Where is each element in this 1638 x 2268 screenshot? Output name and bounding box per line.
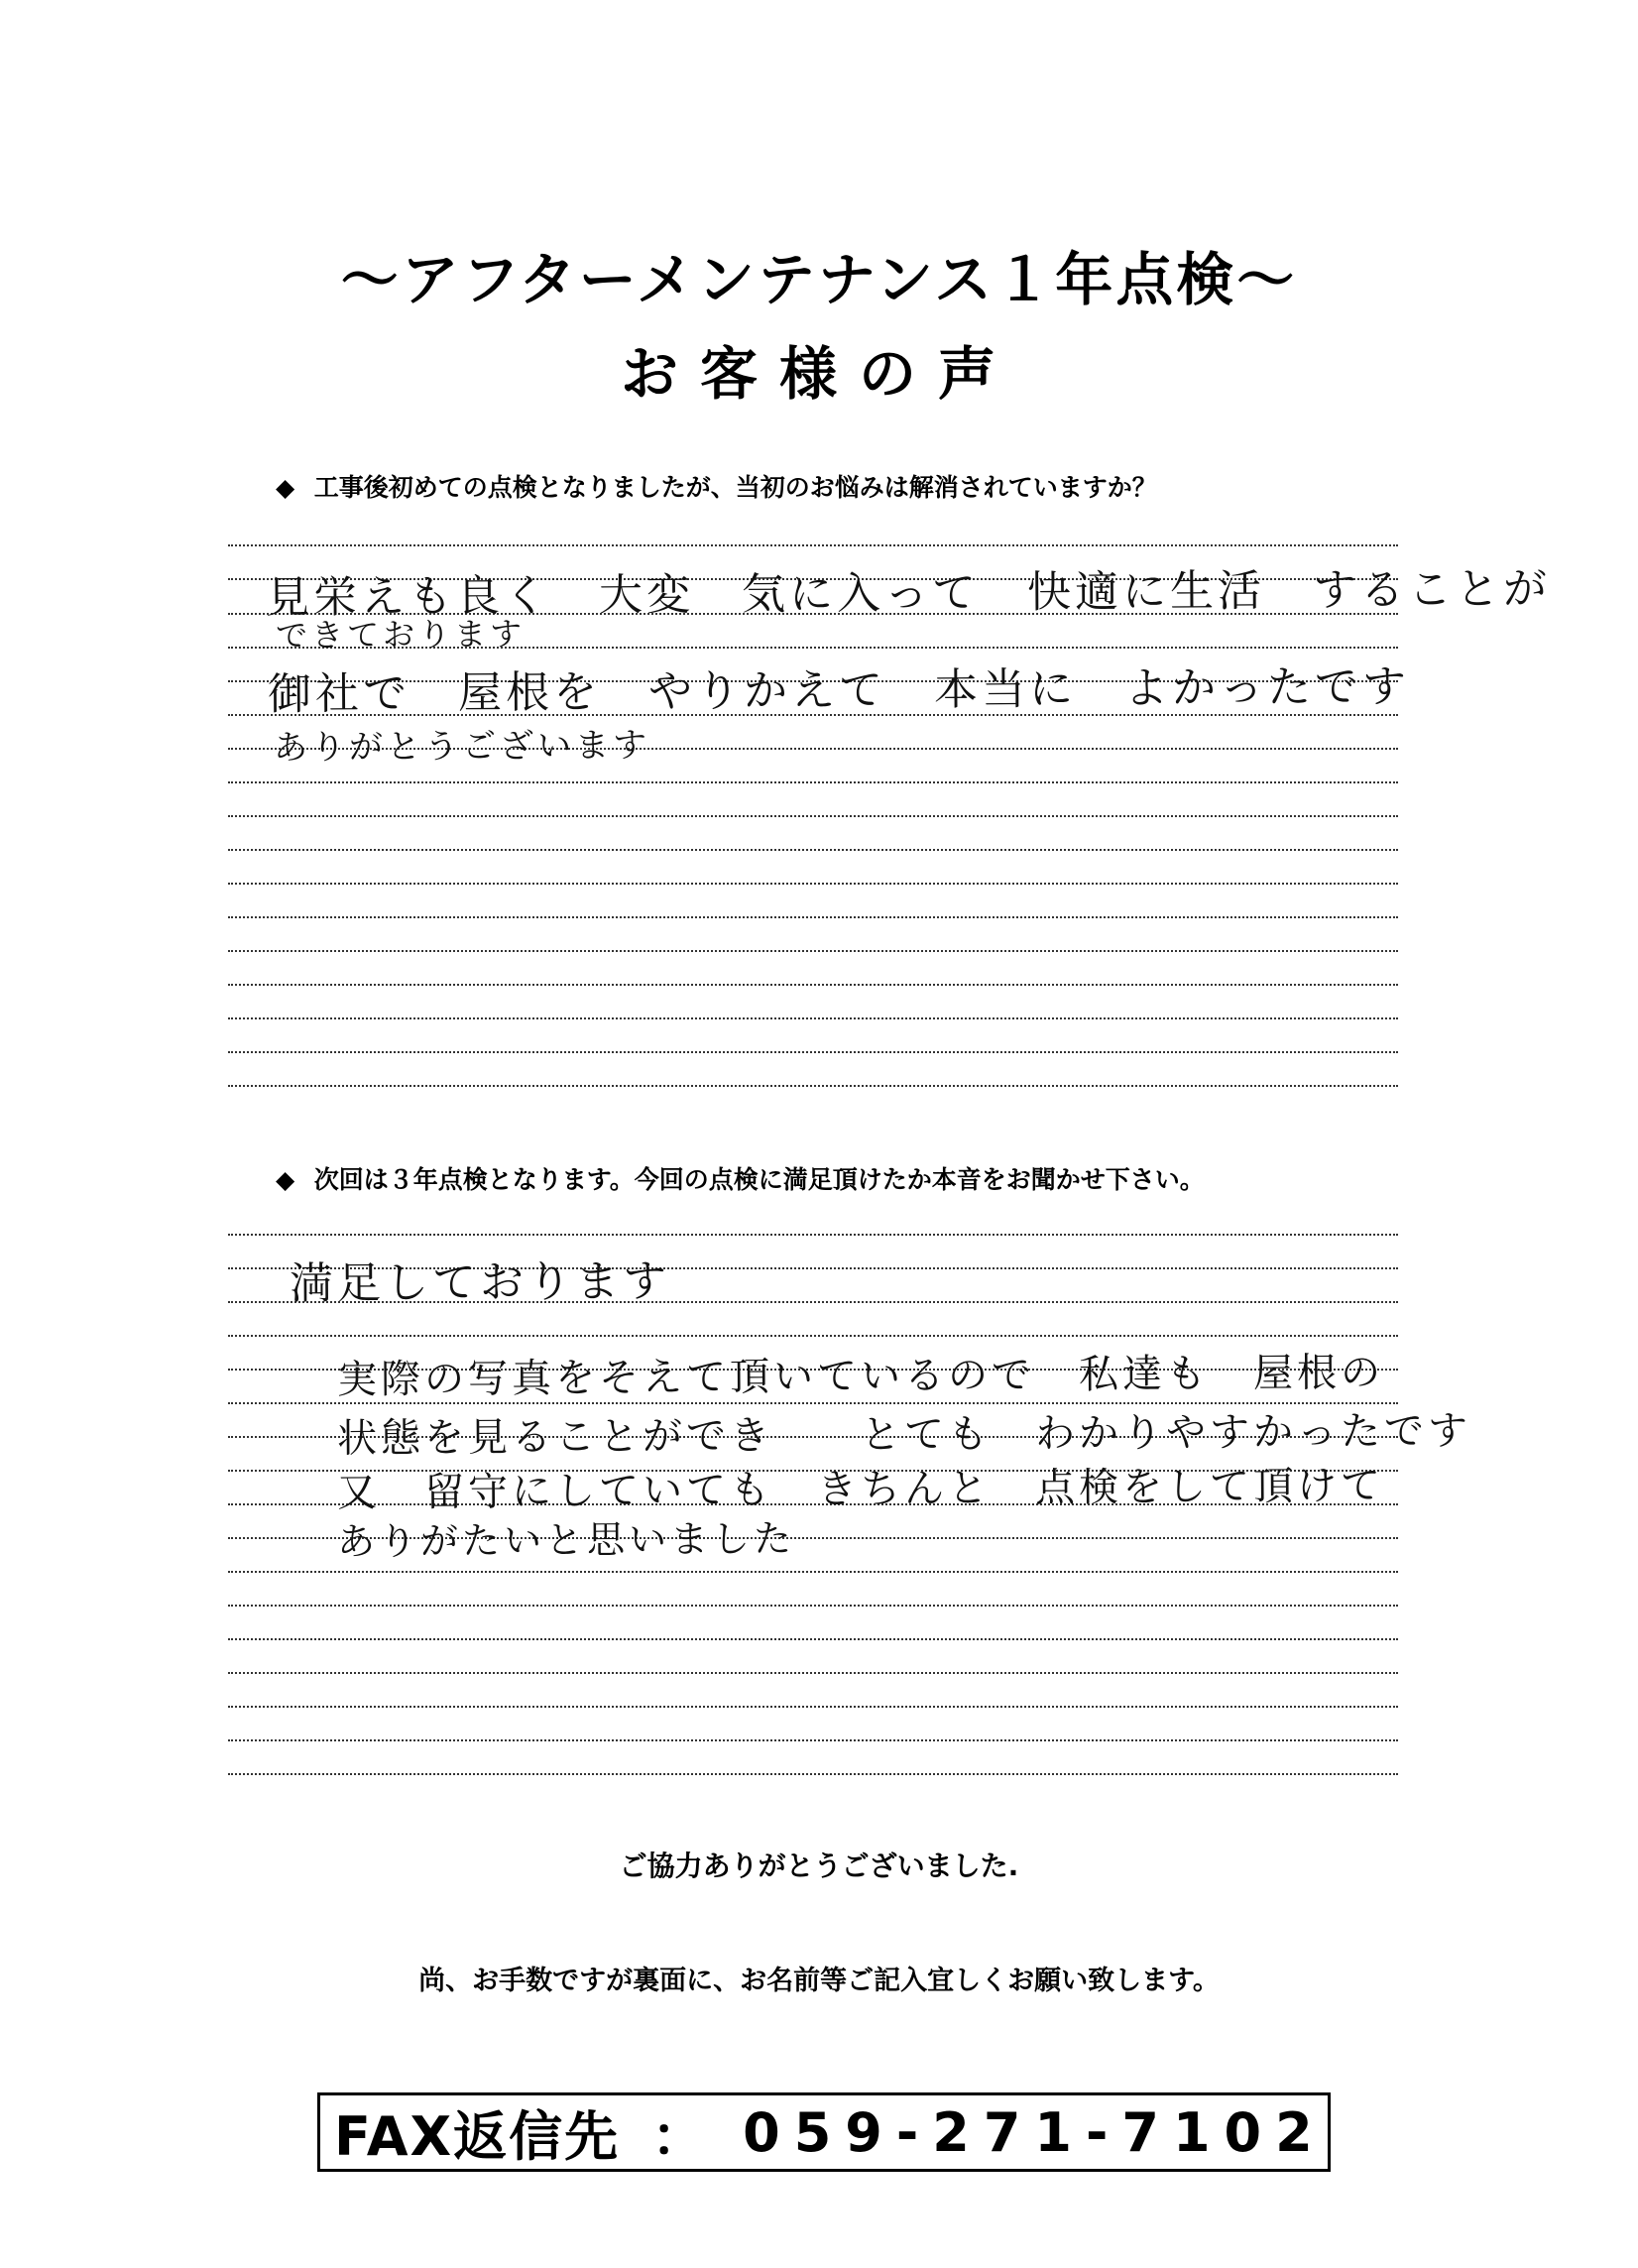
- ruled-line: [228, 1051, 1398, 1053]
- answer-2-line: 状態を見ることができ とても わかりやすかったです: [336, 1408, 1472, 1462]
- question-2: [276, 1160, 1205, 1196]
- ruled-line: [228, 1017, 1398, 1019]
- diamond-bullet-icon: ◆: [276, 473, 295, 502]
- page-subtitle: お客様の声: [620, 340, 1017, 408]
- ruled-line: [228, 1571, 1398, 1573]
- answer-2-line: ありがたいと思いました: [336, 1516, 796, 1564]
- ruled-line: [228, 984, 1398, 986]
- answer-2-line: 満足しております: [289, 1255, 671, 1310]
- ruled-line: [228, 1773, 1398, 1775]
- ruled-line: [228, 1605, 1398, 1607]
- answer-1-line: できております: [275, 615, 526, 655]
- question-1: [276, 468, 1157, 504]
- fax-label: FAX返信先: [334, 2104, 621, 2168]
- ruled-line: [228, 1085, 1398, 1087]
- fax-number: 059-271-7102: [743, 2100, 1327, 2164]
- question-2-text: 次回は３年点検となります。今回の点検に満足頂けたか本音をお聞かせ下さい。: [313, 1165, 1205, 1194]
- question-1-text: 工事後初めての点検となりましたが、当初のお悩みは解消されていますか？: [313, 473, 1157, 502]
- thanks-message: ご協力ありがとうございました.: [619, 1850, 1019, 1882]
- page-title: 〜アフターメンテナンス１年点検〜: [340, 246, 1298, 313]
- answer-1-line: 見栄えも良く 大変 気に入って 快適に生活 することが: [265, 563, 1552, 624]
- fax-separator: ：: [651, 2104, 706, 2168]
- fax-reply-box: [317, 2092, 1331, 2172]
- ruled-line: [228, 544, 1398, 546]
- request-message: 尚、お手数ですが裏面に、お名前等ご記入宜しくお願い致します。: [418, 1966, 1220, 1996]
- ruled-line: [228, 815, 1398, 817]
- ruled-line: [228, 1638, 1398, 1640]
- ruled-line: [228, 950, 1398, 952]
- diamond-bullet-icon: ◆: [276, 1165, 295, 1194]
- ruled-line: [228, 781, 1398, 783]
- answer-1-line: 御社で 屋根を やりかえて 本当に よかったです: [267, 660, 1411, 721]
- answer-2-line: 又 留守にしていても きちんと 点検をして頂けて: [336, 1463, 1385, 1516]
- ruled-line: [228, 1739, 1398, 1741]
- ruled-line: [228, 916, 1398, 918]
- ruled-line: [228, 1234, 1398, 1236]
- ruled-line: [228, 849, 1398, 851]
- answer-2-line: 実際の写真をそえて頂いているので 私達も 屋根の: [336, 1350, 1385, 1403]
- answer-1-line: ありがとうございます: [273, 725, 651, 769]
- ruled-line: [228, 1335, 1398, 1337]
- ruled-line: [228, 883, 1398, 885]
- ruled-line: [228, 1672, 1398, 1674]
- ruled-line: [228, 1706, 1398, 1708]
